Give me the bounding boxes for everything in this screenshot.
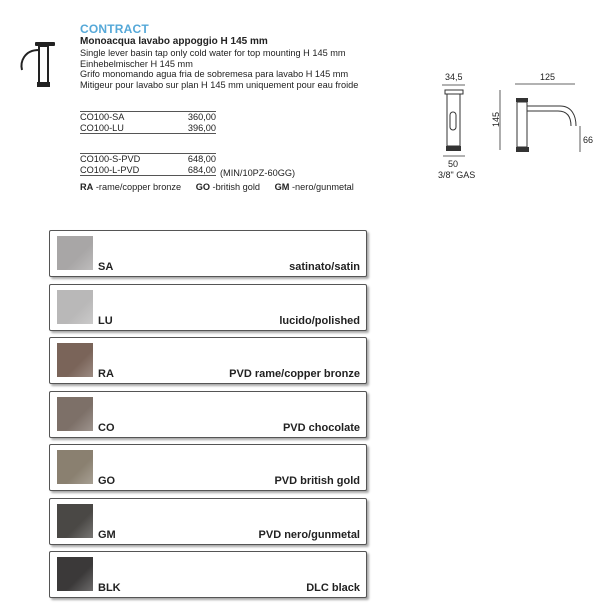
price-table-pvd	[80, 153, 216, 176]
finish-name: PVD rame/copper bronze	[229, 368, 360, 380]
finish-card-ra	[49, 337, 367, 384]
technical-drawing	[420, 68, 600, 183]
front-view-drawing	[438, 72, 475, 180]
finish-swatch	[57, 236, 93, 270]
product-price: 396,00	[187, 122, 216, 133]
finish-name: PVD british gold	[274, 475, 360, 487]
pvd-legend	[80, 182, 366, 193]
product-price: 684,00	[187, 164, 216, 175]
price-row	[80, 154, 216, 165]
finish-name: lucido/polished	[279, 314, 360, 327]
finish-code: BLK	[98, 582, 121, 594]
price-row	[80, 123, 216, 134]
finish-card-lu	[49, 284, 367, 331]
finish-swatch	[57, 290, 93, 324]
finish-card-sa	[49, 230, 367, 277]
finish-swatch	[57, 450, 93, 484]
dim-height: 145	[491, 111, 501, 127]
dim-top-width: 34,5	[445, 72, 463, 82]
product-code: CO100-SA	[80, 112, 125, 122]
finish-card-co	[49, 391, 367, 438]
description-en: Single lever basin tap only cold water for top mounting H 145 mm	[80, 48, 346, 58]
product-code: CO100-LU	[80, 122, 124, 133]
finish-code: SA	[98, 261, 114, 273]
finish-code: LU	[98, 314, 113, 327]
dim-spout-height: 66	[583, 135, 594, 145]
product-code: CO100-L-PVD	[80, 164, 140, 175]
finish-code: RA	[98, 368, 114, 380]
finish-list	[49, 230, 367, 605]
finish-card-go	[49, 444, 367, 491]
finish-name: PVD nero/gunmetal	[258, 528, 360, 541]
legend-item: GM -nero/gunmetal	[274, 182, 354, 192]
product-title: Monoacqua lavabo appoggio H 145 mm	[80, 36, 268, 47]
price-table-standard	[80, 111, 216, 134]
faucet-thumbnail-icon	[12, 36, 62, 91]
finish-name: satinato/satin	[289, 261, 360, 273]
finish-swatch	[57, 343, 93, 377]
finish-swatch	[57, 504, 93, 538]
finish-code: GM	[98, 528, 116, 541]
brand-label: CONTRACT	[80, 22, 149, 36]
side-view-drawing	[491, 72, 593, 152]
product-header	[80, 22, 410, 90]
finish-code: CO	[98, 421, 115, 434]
product-code: CO100-S-PVD	[80, 154, 141, 164]
legend-item: RA -rame/copper bronze	[80, 182, 182, 192]
price-row	[80, 165, 216, 176]
minimum-order-note: (MIN/10PZ-60GG)	[220, 168, 296, 178]
product-price: 360,00	[187, 112, 216, 122]
dim-reach: 125	[540, 72, 556, 82]
finish-name: DLC black	[306, 582, 360, 594]
dim-connection: 3/8" GAS	[438, 170, 476, 180]
description-es: Grifo monomando agua fria de sobremesa para lavabo H 145 mm	[80, 69, 349, 79]
finish-code: GO	[98, 475, 116, 487]
finish-card-gm	[49, 498, 367, 545]
dim-base: 50	[448, 159, 459, 169]
product-price: 648,00	[187, 154, 216, 164]
finish-name: PVD chocolate	[282, 421, 360, 434]
finish-swatch	[57, 557, 93, 591]
description-fr: Mitigeur pour lavabo sur plan H 145 mm uniquement pour eau froide	[80, 79, 359, 90]
price-row	[80, 112, 216, 123]
legend-item: GO -british gold	[195, 182, 261, 192]
finish-card-blk	[49, 551, 367, 598]
finish-swatch	[57, 397, 93, 431]
description-de: Einhebelmischer H 145 mm	[80, 58, 193, 69]
